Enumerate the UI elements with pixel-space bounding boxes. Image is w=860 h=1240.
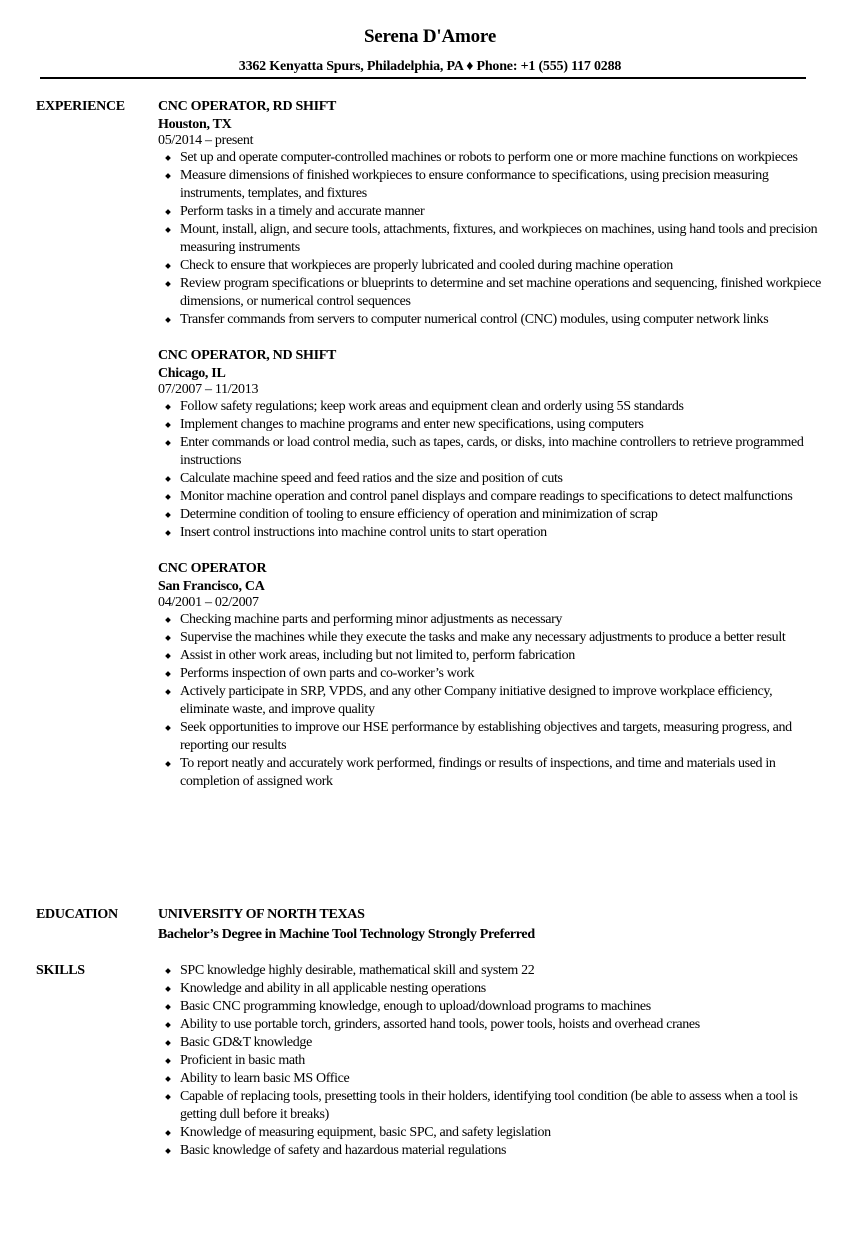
duty-text: Measure dimensions of finished workpieces to ensure conformance to specifications, using precision measuring instruments, templates, and fixtures	[180, 168, 769, 201]
bullet-icon	[165, 281, 171, 287]
duty-item	[158, 257, 823, 275]
duty-text: Calculate machine speed and feed ratios and the size and position of cuts	[180, 471, 563, 486]
education-body	[158, 906, 823, 944]
skill-text: Ability to use portable torch, grinders, assorted hand tools, power tools, hoists and overhead cranes	[180, 1017, 700, 1032]
skill-text: Ability to learn basic MS Office	[180, 1071, 350, 1086]
bullet-icon	[165, 1004, 171, 1010]
skills-list	[158, 962, 823, 1160]
bullet-icon	[165, 1148, 171, 1154]
job-title: CNC OPERATOR, RD SHIFT	[158, 99, 337, 114]
duty-text: Check to ensure that workpieces are properly lubricated and cooled during machine operation	[180, 258, 673, 273]
duty-text: Follow safety regulations; keep work areas and equipment clean and orderly using 5S standards	[180, 399, 684, 414]
bullet-icon	[165, 317, 171, 323]
contact-line: 3362 Kenyatta Spurs, Philadelphia, PA ♦ Phone: +1 (555) 117 0288	[238, 59, 622, 74]
duty-text: Perform tasks in a timely and accurate manner	[180, 204, 425, 219]
duty-item	[158, 683, 823, 719]
duty-item	[158, 470, 823, 488]
skill-text: Basic GD&T knowledge	[180, 1035, 312, 1050]
skill-text: Basic knowledge of safety and hazardous material regulations	[180, 1143, 507, 1158]
section-label-experience: EXPERIENCE	[36, 99, 125, 114]
job-duties	[158, 611, 823, 791]
duty-item	[158, 506, 823, 524]
skill-item	[158, 962, 823, 980]
duty-item	[158, 629, 823, 647]
job-entry	[158, 98, 823, 329]
section-label-education: EDUCATION	[36, 907, 118, 922]
duty-text: Review program specifications or blueprints to determine and set machine operations and sequencing, finished workpiece dimensions, or numerical control sequences	[180, 276, 821, 309]
skill-item	[158, 1124, 823, 1142]
job-entry	[158, 560, 823, 791]
bullet-icon	[165, 209, 171, 215]
job-duties	[158, 398, 823, 542]
skill-text: Capable of replacing tools, presetting tools in their holders, identifying tool condition (be able to assess when a tool is getting dull before it breaks)	[180, 1089, 798, 1122]
bullet-icon	[165, 761, 171, 767]
skill-item	[158, 980, 823, 998]
bullet-icon	[165, 263, 171, 269]
duty-text: Supervise the machines while they execute the tasks and make any necessary adjustments to produce a better result	[180, 630, 786, 645]
bullet-icon	[165, 422, 171, 428]
job-dates: 04/2001 – 02/2007	[158, 595, 259, 610]
duty-item	[158, 311, 823, 329]
bullet-icon	[165, 512, 171, 518]
skills-body	[158, 962, 823, 1160]
bullet-icon	[165, 1130, 171, 1136]
duty-item	[158, 611, 823, 629]
job-title: CNC OPERATOR	[158, 561, 267, 576]
bullet-icon	[165, 968, 171, 974]
bullet-icon	[165, 986, 171, 992]
bullet-icon	[165, 227, 171, 233]
duty-item	[158, 416, 823, 434]
job-location: Chicago, IL	[158, 366, 226, 381]
skill-text: Proficient in basic math	[180, 1053, 305, 1068]
job-location: Houston, TX	[158, 117, 232, 132]
skill-item	[158, 1052, 823, 1070]
job-duties	[158, 149, 823, 329]
skill-text: SPC knowledge highly desirable, mathematical skill and system 22	[180, 963, 535, 978]
duty-text: Enter commands or load control media, such as tapes, cards, or disks, into machine controllers to retrieve programmed instructions	[180, 435, 804, 468]
degree-name: Bachelor’s Degree in Machine Tool Technology Strongly Preferred	[158, 927, 535, 942]
skill-item	[158, 1016, 823, 1034]
duty-text: Performs inspection of own parts and co-worker’s work	[180, 666, 475, 681]
duty-item	[158, 488, 823, 506]
skill-item	[158, 1088, 823, 1124]
duty-text: Actively participate in SRP, VPDS, and any other Company initiative designed to improve workplace efficiency, eliminate waste, and improve quality	[180, 684, 773, 717]
bullet-icon	[165, 689, 171, 695]
duty-text: To report neatly and accurately work performed, findings or results of inspections, and time and materials used in completion of assigned work	[180, 756, 776, 789]
bullet-icon	[165, 671, 171, 677]
bullet-icon	[165, 725, 171, 731]
job-location: San Francisco, CA	[158, 579, 265, 594]
experience-list	[158, 98, 823, 809]
skill-item	[158, 1070, 823, 1088]
duty-item	[158, 755, 823, 791]
bullet-icon	[165, 1094, 171, 1100]
duty-item	[158, 203, 823, 221]
job-dates: 07/2007 – 11/2013	[158, 382, 259, 397]
duty-item	[158, 665, 823, 683]
job-entry	[158, 347, 823, 542]
duty-text: Implement changes to machine programs and enter new specifications, using computers	[180, 417, 644, 432]
duty-text: Mount, install, align, and secure tools, attachments, fixtures, and workpieces on machines, using hand tools and precision measuring instruments	[180, 222, 818, 255]
bullet-icon	[165, 440, 171, 446]
job-title: CNC OPERATOR, ND SHIFT	[158, 348, 337, 363]
duty-item	[158, 647, 823, 665]
duty-text: Determine condition of tooling to ensure efficiency of operation and minimization of scrap	[180, 507, 658, 522]
duty-item	[158, 524, 823, 542]
bullet-icon	[165, 617, 171, 623]
bullet-icon	[165, 404, 171, 410]
duty-item	[158, 149, 823, 167]
duty-item	[158, 398, 823, 416]
school-name: UNIVERSITY OF NORTH TEXAS	[158, 907, 365, 922]
duty-text: Checking machine parts and performing minor adjustments as necessary	[180, 612, 563, 627]
skill-text: Knowledge of measuring equipment, basic SPC, and safety legislation	[180, 1125, 551, 1140]
duty-text: Monitor machine operation and control panel displays and compare readings to specifications to detect malfunctions	[180, 489, 793, 504]
section-label-skills: SKILLS	[36, 963, 85, 978]
bullet-icon	[165, 476, 171, 482]
duty-text: Assist in other work areas, including but not limited to, perform fabrication	[180, 648, 575, 663]
bullet-icon	[165, 1058, 171, 1064]
bullet-icon	[165, 635, 171, 641]
duty-text: Set up and operate computer-controlled machines or robots to perform one or more machine functions on workpieces	[180, 150, 798, 165]
bullet-icon	[165, 653, 171, 659]
bullet-icon	[165, 1022, 171, 1028]
duty-text: Seek opportunities to improve our HSE performance by establishing objectives and targets, measuring progress, and reporting our results	[180, 720, 792, 753]
bullet-icon	[165, 155, 171, 161]
candidate-name: Serena D'Amore	[363, 26, 497, 47]
job-dates: 05/2014 – present	[158, 133, 254, 148]
skill-text: Knowledge and ability in all applicable nesting operations	[180, 981, 486, 996]
bullet-icon	[165, 1040, 171, 1046]
skill-item	[158, 1034, 823, 1052]
skill-text: Basic CNC programming knowledge, enough to upload/download programs to machines	[180, 999, 651, 1014]
duty-item	[158, 434, 823, 470]
duty-item	[158, 167, 823, 203]
duty-item	[158, 275, 823, 311]
skill-item	[158, 998, 823, 1016]
duty-item	[158, 719, 823, 755]
bullet-icon	[165, 1076, 171, 1082]
skill-item	[158, 1142, 823, 1160]
duty-text: Insert control instructions into machine control units to start operation	[180, 525, 547, 540]
bullet-icon	[165, 494, 171, 500]
bullet-icon	[165, 173, 171, 179]
duty-text: Transfer commands from servers to computer numerical control (CNC) modules, using computer network links	[180, 312, 769, 327]
bullet-icon	[165, 530, 171, 536]
duty-item	[158, 221, 823, 257]
header-divider	[40, 77, 806, 79]
